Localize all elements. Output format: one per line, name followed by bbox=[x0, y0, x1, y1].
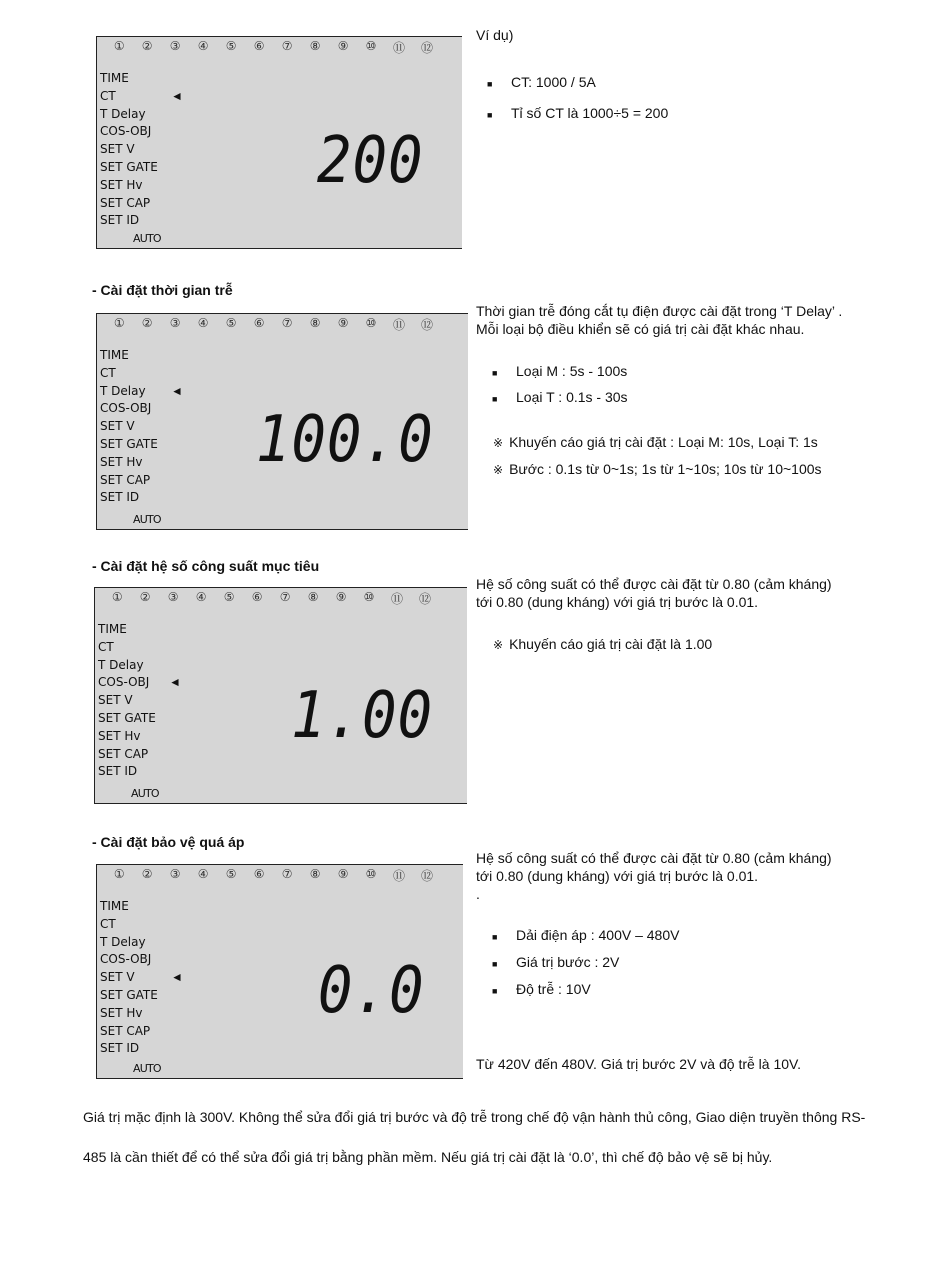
channel-indicator-4: ④ bbox=[195, 590, 207, 604]
channel-indicator-8: ⑧ bbox=[309, 39, 321, 53]
menu-item: T Delay bbox=[98, 657, 144, 672]
note-item bbox=[493, 461, 822, 477]
note-item bbox=[493, 434, 818, 450]
channel-indicator-3: ③ bbox=[169, 867, 181, 881]
menu-item: T Delay bbox=[100, 383, 146, 398]
channel-indicator-7: ⑦ bbox=[281, 867, 293, 881]
lcd-menu bbox=[100, 70, 158, 230]
menu-item: COS-OBJ bbox=[100, 952, 152, 967]
menu-item: SET GATE bbox=[100, 987, 158, 1002]
channel-indicator-3: ③ bbox=[169, 316, 181, 330]
channel-indicator-6: ⑥ bbox=[253, 39, 265, 53]
lcd-value: 0.0 bbox=[318, 954, 425, 1028]
channel-indicators bbox=[109, 867, 437, 884]
channel-indicator-7: ⑦ bbox=[279, 590, 291, 604]
menu-item: SET V bbox=[100, 419, 135, 434]
selection-arrow-icon: ◄ bbox=[169, 675, 181, 690]
footer-paragraph: Giá trị mặc định là 300V. Không thể sửa đổi giá trị bước và độ trễ trong chế độ vận hành thủ công, Giao diện truyền thông RS-485 là cần thiết để có thể sửa đổi giá trị bằng phần mềm. Nếu giá trị cài đặt là ‘0.0’, thì chế độ bảo vệ sẽ bị hủy. bbox=[83, 1109, 866, 1165]
note-icon: ※ bbox=[493, 638, 504, 652]
menu-item: SET GATE bbox=[98, 710, 156, 725]
channel-indicator-12: ⑫ bbox=[421, 869, 434, 883]
bullet-icon: ■ bbox=[492, 368, 498, 378]
menu-item: SET Hv bbox=[100, 1005, 143, 1020]
note-icon: ※ bbox=[493, 463, 504, 477]
channel-indicator-1: ① bbox=[113, 316, 125, 330]
bullet-icon: ■ bbox=[492, 932, 498, 942]
bullet-text: Giá trị bước : 2V bbox=[516, 954, 620, 970]
section-heading: - Cài đặt bảo vệ quá áp bbox=[92, 834, 245, 850]
channel-indicator-8: ⑧ bbox=[307, 590, 319, 604]
channel-indicator-7: ⑦ bbox=[281, 39, 293, 53]
channel-indicator-12: ⑫ bbox=[421, 41, 434, 55]
paragraph: Hệ số công suất có thể được cài đặt từ 0.80 (cảm kháng) bbox=[476, 850, 832, 866]
bullet-text: Loại T : 0.1s - 30s bbox=[516, 389, 628, 405]
channel-indicator-1: ① bbox=[111, 590, 123, 604]
channel-indicator-5: ⑤ bbox=[225, 316, 237, 330]
channel-indicator-5: ⑤ bbox=[223, 590, 235, 604]
channel-indicator-6: ⑥ bbox=[253, 867, 265, 881]
auto-label: AUTO bbox=[133, 513, 161, 526]
bullet-item bbox=[487, 74, 596, 90]
section-heading: - Cài đặt thời gian trễ bbox=[92, 282, 233, 298]
channel-indicators bbox=[107, 590, 435, 607]
lcd-value: 1.00 bbox=[290, 679, 433, 753]
menu-item: SET CAP bbox=[100, 195, 151, 210]
bullet-item bbox=[487, 105, 668, 121]
menu-item: TIME bbox=[100, 71, 129, 85]
bullet-item bbox=[492, 981, 591, 997]
menu-item: T Delay bbox=[100, 106, 146, 121]
bullet-icon: ■ bbox=[487, 79, 493, 89]
channel-indicators bbox=[109, 39, 437, 56]
channel-indicator-9: ⑨ bbox=[337, 316, 349, 330]
menu-item: CT bbox=[100, 88, 116, 103]
channel-indicator-11: ⑪ bbox=[393, 318, 406, 332]
lcd-value: 200 bbox=[317, 124, 424, 198]
channel-indicator-4: ④ bbox=[197, 316, 209, 330]
bullet-icon: ■ bbox=[492, 986, 498, 996]
channel-indicator-8: ⑧ bbox=[309, 316, 321, 330]
lcd-panel-t-delay bbox=[96, 313, 468, 530]
menu-item: TIME bbox=[100, 899, 129, 913]
selection-arrow-icon: ◄ bbox=[171, 383, 183, 398]
channel-indicator-11: ⑪ bbox=[391, 592, 404, 606]
auto-label: AUTO bbox=[133, 232, 161, 245]
menu-item: CT bbox=[98, 639, 114, 654]
channel-indicator-3: ③ bbox=[167, 590, 179, 604]
example-label: Ví dụ) bbox=[476, 27, 514, 43]
menu-item: SET V bbox=[100, 142, 135, 157]
channel-indicator-6: ⑥ bbox=[251, 590, 263, 604]
menu-item: SET V bbox=[100, 970, 135, 985]
bullet-item bbox=[492, 927, 679, 943]
channel-indicator-9: ⑨ bbox=[335, 590, 347, 604]
menu-item: SET ID bbox=[100, 1041, 140, 1056]
bullet-text: Loại M : 5s - 100s bbox=[516, 363, 628, 379]
bullet-icon: ■ bbox=[492, 394, 498, 404]
paragraph: Hệ số công suất có thể được cài đặt từ 0.80 (cảm kháng) bbox=[476, 576, 832, 592]
channel-indicator-11: ⑪ bbox=[393, 41, 406, 55]
paragraph: tới 0.80 (dung kháng) với giá trị bước là 0.01. bbox=[476, 868, 759, 884]
menu-item: SET ID bbox=[100, 213, 140, 228]
channel-indicator-10: ⑩ bbox=[363, 590, 375, 604]
note-text: Bước : 0.1s từ 0~1s; 1s từ 1~10s; 10s từ 10~100s bbox=[509, 461, 822, 477]
channel-indicator-2: ② bbox=[141, 316, 153, 330]
channel-indicator-2: ② bbox=[139, 590, 151, 604]
menu-item: CT bbox=[100, 365, 116, 380]
bullet-text: Dải điện áp : 400V – 480V bbox=[516, 927, 680, 943]
lcd-panel-cos-obj bbox=[94, 587, 467, 804]
menu-item: COS-OBJ bbox=[100, 401, 152, 416]
auto-label: AUTO bbox=[133, 1062, 161, 1075]
channel-indicator-7: ⑦ bbox=[281, 316, 293, 330]
lcd-panel-set-v bbox=[96, 864, 463, 1079]
channel-indicator-1: ① bbox=[113, 39, 125, 53]
channel-indicator-5: ⑤ bbox=[225, 39, 237, 53]
channel-indicator-2: ② bbox=[141, 39, 153, 53]
channel-indicator-10: ⑩ bbox=[365, 39, 377, 53]
bullet-item bbox=[492, 954, 619, 970]
bullet-item bbox=[492, 363, 627, 379]
channel-indicator-8: ⑧ bbox=[309, 867, 321, 881]
lcd-menu bbox=[100, 347, 158, 507]
channel-indicator-5: ⑤ bbox=[225, 867, 237, 881]
menu-item: SET ID bbox=[100, 490, 140, 505]
menu-item: SET GATE bbox=[100, 159, 158, 174]
bullet-text: Tỉ số CT là 1000÷5 = 200 bbox=[511, 105, 669, 121]
channel-indicator-9: ⑨ bbox=[337, 867, 349, 881]
selection-arrow-icon: ◄ bbox=[171, 970, 183, 985]
channel-indicator-4: ④ bbox=[197, 867, 209, 881]
bullet-text: CT: 1000 / 5A bbox=[511, 74, 596, 90]
menu-item: SET V bbox=[98, 693, 133, 708]
lcd-menu bbox=[98, 621, 156, 781]
channel-indicator-11: ⑪ bbox=[393, 869, 406, 883]
lcd-panel-ct bbox=[96, 36, 462, 249]
menu-item: TIME bbox=[98, 622, 127, 636]
bullet-text: Độ trễ : 10V bbox=[516, 981, 591, 997]
channel-indicator-6: ⑥ bbox=[253, 316, 265, 330]
bullet-item bbox=[492, 389, 628, 405]
menu-item: SET ID bbox=[98, 764, 138, 779]
lcd-value: 100.0 bbox=[256, 403, 434, 477]
paragraph: Thời gian trễ đóng cắt tụ điện được cài đặt trong ‘T Delay’ . bbox=[476, 303, 843, 319]
channel-indicator-9: ⑨ bbox=[337, 39, 349, 53]
paragraph: Mỗi loại bộ điều khiển sẽ có giá trị cài đặt khác nhau. bbox=[476, 321, 805, 337]
note-item bbox=[493, 636, 712, 652]
channel-indicators bbox=[109, 316, 437, 333]
bullet-icon: ■ bbox=[487, 110, 493, 120]
note-text: Khuyến cáo giá trị cài đặt là 1.00 bbox=[509, 636, 713, 652]
selection-arrow-icon: ◄ bbox=[171, 88, 183, 103]
menu-item: TIME bbox=[100, 348, 129, 362]
channel-indicator-10: ⑩ bbox=[365, 867, 377, 881]
menu-item: SET Hv bbox=[100, 177, 143, 192]
channel-indicator-10: ⑩ bbox=[365, 316, 377, 330]
auto-label: AUTO bbox=[131, 787, 159, 800]
menu-item: SET Hv bbox=[98, 728, 141, 743]
menu-item: CT bbox=[100, 916, 116, 931]
menu-item: SET CAP bbox=[100, 1023, 151, 1038]
channel-indicator-1: ① bbox=[113, 867, 125, 881]
channel-indicator-4: ④ bbox=[197, 39, 209, 53]
note-text: Khuyến cáo giá trị cài đặt : Loại M: 10s, Loại T: 1s bbox=[509, 434, 818, 450]
section-heading: - Cài đặt hệ số công suất mục tiêu bbox=[92, 558, 320, 574]
menu-item: SET CAP bbox=[98, 746, 149, 761]
bullet-icon: ■ bbox=[492, 959, 498, 969]
note-icon: ※ bbox=[493, 436, 504, 450]
paragraph: . bbox=[476, 886, 480, 902]
menu-item: SET CAP bbox=[100, 472, 151, 487]
lcd-menu bbox=[100, 898, 158, 1058]
channel-indicator-3: ③ bbox=[169, 39, 181, 53]
menu-item: COS-OBJ bbox=[98, 675, 150, 690]
channel-indicator-12: ⑫ bbox=[421, 318, 434, 332]
menu-item: COS-OBJ bbox=[100, 124, 152, 139]
menu-item: SET Hv bbox=[100, 454, 143, 469]
channel-indicator-2: ② bbox=[141, 867, 153, 881]
channel-indicator-12: ⑫ bbox=[419, 592, 432, 606]
paragraph: tới 0.80 (dung kháng) với giá trị bước là 0.01. bbox=[476, 594, 759, 610]
menu-item: T Delay bbox=[100, 934, 146, 949]
menu-item: SET GATE bbox=[100, 436, 158, 451]
paragraph: Từ 420V đến 480V. Giá trị bước 2V và độ trễ là 10V. bbox=[476, 1056, 801, 1072]
